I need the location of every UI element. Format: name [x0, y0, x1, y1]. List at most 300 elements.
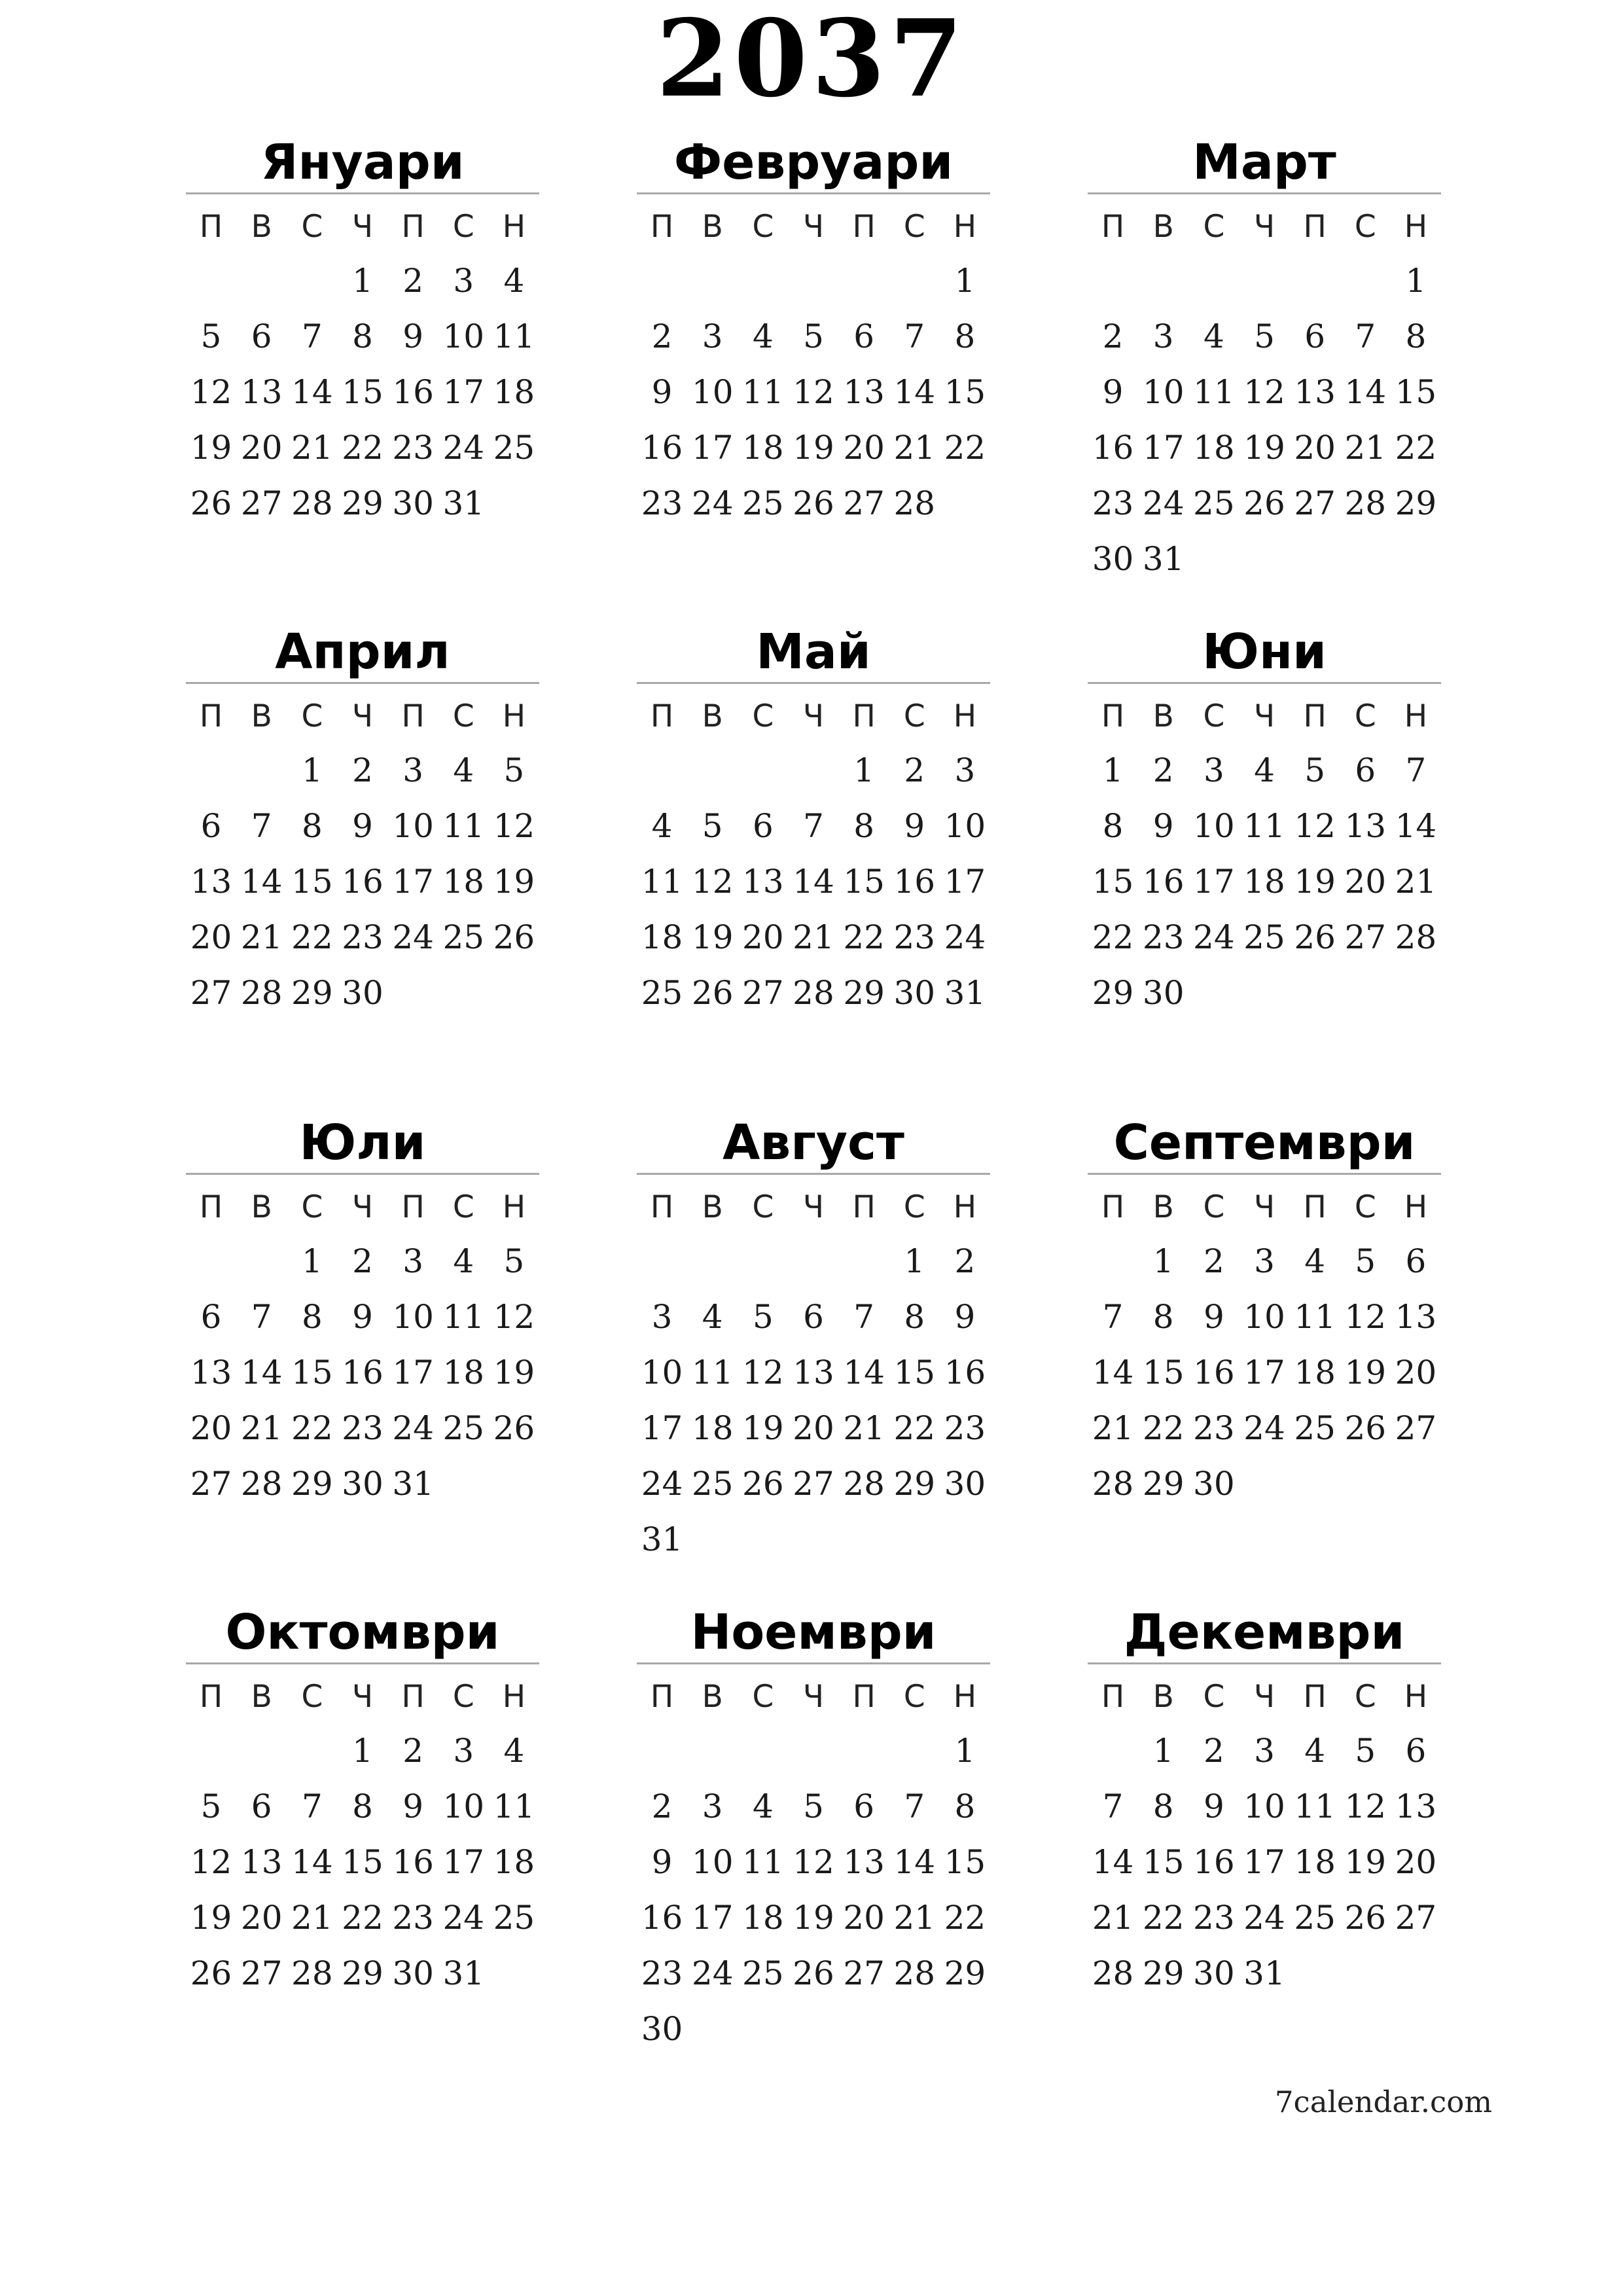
weekday-label: Ч [1253, 1189, 1275, 1225]
day-cell: 13 [240, 1843, 283, 1881]
day-cell: 26 [1243, 484, 1285, 522]
weekday-label: С [452, 1189, 474, 1225]
empty-day-cell [839, 253, 889, 309]
day-cell: 11 [442, 1298, 485, 1336]
day-cell: 22 [342, 429, 383, 467]
days-grid [186, 1234, 539, 1512]
day-cell: 12 [742, 1354, 784, 1391]
day-cell: 14 [893, 373, 936, 411]
day-cell: 1 [853, 751, 875, 789]
day-cell: 9 [402, 1787, 424, 1825]
day-cell: 4 [503, 262, 525, 300]
day-cell: 19 [493, 863, 535, 901]
day-cell: 13 [190, 1354, 232, 1391]
day-cell: 1 [1405, 262, 1427, 300]
day-cell: 26 [691, 974, 734, 1012]
empty-day-cell [287, 253, 337, 309]
day-cell: 5 [803, 1787, 824, 1825]
day-cell: 13 [240, 373, 283, 411]
day-cell: 12 [1294, 807, 1336, 845]
day-cell: 29 [893, 1465, 936, 1503]
day-cell: 3 [1254, 1242, 1275, 1280]
month-divider [186, 682, 539, 684]
empty-day-cell [687, 1723, 738, 1779]
empty-day-cell [1088, 253, 1138, 309]
month-name: Септември [1113, 1115, 1416, 1171]
weekday-label: С [301, 1189, 323, 1225]
month-block [637, 126, 990, 531]
weekday-label: П [650, 209, 674, 245]
weekday-label: Н [953, 698, 977, 734]
day-cell: 29 [342, 484, 383, 522]
weekday-label: П [1101, 209, 1125, 245]
day-cell: 22 [843, 918, 885, 956]
month-block [1088, 1596, 1441, 2001]
day-cell: 9 [1102, 373, 1124, 411]
day-cell: 6 [1405, 1732, 1427, 1770]
empty-day-cell [738, 253, 788, 309]
day-cell: 24 [691, 484, 734, 522]
month-block [186, 615, 539, 1021]
day-cell: 28 [240, 974, 283, 1012]
day-cell: 8 [352, 1787, 373, 1825]
day-cell: 17 [1193, 863, 1235, 901]
day-cell: 10 [691, 373, 734, 411]
day-cell: 29 [1395, 484, 1437, 522]
day-cell: 21 [1344, 429, 1387, 467]
day-cell: 21 [1092, 1899, 1134, 1937]
day-cell: 14 [1092, 1354, 1134, 1391]
day-cell: 6 [853, 317, 875, 355]
month-block [186, 1106, 539, 1512]
month-name: Октомври [225, 1604, 500, 1660]
day-cell: 15 [843, 863, 885, 901]
empty-day-cell [889, 253, 940, 309]
day-cell: 10 [442, 317, 485, 355]
day-cell: 10 [944, 807, 986, 845]
weekday-header [637, 1671, 990, 1723]
day-cell: 31 [442, 1954, 485, 1992]
day-cell: 2 [1102, 317, 1124, 355]
day-cell: 22 [1092, 918, 1134, 956]
month-block [1088, 1106, 1441, 1512]
weekday-label: Ч [351, 698, 374, 734]
empty-day-cell [186, 743, 236, 798]
day-cell: 4 [702, 1298, 723, 1336]
day-cell: 5 [803, 317, 824, 355]
day-cell: 24 [641, 1465, 683, 1503]
day-cell: 23 [342, 918, 383, 956]
empty-day-cell [788, 1234, 838, 1289]
weekday-label: П [1303, 1189, 1327, 1225]
day-cell: 1 [1102, 751, 1124, 789]
day-cell: 19 [493, 1354, 535, 1391]
day-cell: 13 [742, 863, 784, 901]
day-cell: 4 [1304, 1242, 1326, 1280]
weekday-header [637, 1181, 990, 1234]
day-cell: 27 [1294, 484, 1336, 522]
day-cell: 15 [1092, 863, 1134, 901]
day-cell: 31 [944, 974, 986, 1012]
weekday-header [186, 691, 539, 743]
day-cell: 10 [442, 1787, 485, 1825]
day-cell: 1 [904, 1242, 925, 1280]
days-grid [1088, 1723, 1441, 2001]
day-cell: 13 [793, 1354, 834, 1391]
day-cell: 11 [691, 1354, 734, 1391]
empty-day-cell [236, 1723, 287, 1779]
day-cell: 5 [200, 317, 222, 355]
day-cell: 14 [240, 1354, 283, 1391]
day-cell: 18 [691, 1409, 734, 1447]
day-cell: 12 [493, 807, 535, 845]
weekday-label: Ч [802, 1679, 825, 1715]
day-cell: 23 [392, 429, 434, 467]
day-cell: 10 [1142, 373, 1185, 411]
day-cell: 13 [843, 373, 885, 411]
day-cell: 12 [691, 863, 734, 901]
day-cell: 20 [240, 1899, 283, 1937]
weekday-label: Ч [351, 209, 374, 245]
empty-day-cell [738, 1723, 788, 1779]
day-cell: 30 [944, 1465, 986, 1503]
weekday-label: П [401, 209, 425, 245]
day-cell: 25 [1294, 1409, 1336, 1447]
days-grid [637, 743, 990, 1021]
day-cell: 27 [240, 1954, 283, 1992]
day-cell: 27 [742, 974, 784, 1012]
weekday-label: С [752, 1189, 774, 1225]
day-cell: 17 [1243, 1843, 1285, 1881]
weekday-label: В [1152, 1189, 1174, 1225]
day-cell: 3 [1254, 1732, 1275, 1770]
day-cell: 29 [291, 974, 333, 1012]
day-cell: 27 [240, 484, 283, 522]
day-cell: 18 [493, 373, 535, 411]
day-cell: 11 [641, 863, 683, 901]
weekday-label: Н [502, 209, 526, 245]
empty-day-cell [236, 253, 287, 309]
days-grid [637, 1723, 990, 2057]
empty-day-cell [637, 1723, 687, 1779]
empty-day-cell [738, 1234, 788, 1289]
day-cell: 28 [793, 974, 834, 1012]
weekday-label: В [702, 698, 723, 734]
day-cell: 24 [1193, 918, 1235, 956]
day-cell: 23 [1092, 484, 1134, 522]
month-block [637, 1106, 990, 1568]
day-cell: 9 [402, 317, 424, 355]
weekday-label: С [903, 209, 925, 245]
weekday-label: Ч [1253, 209, 1275, 245]
day-cell: 23 [1193, 1409, 1235, 1447]
weekday-label: П [1303, 209, 1327, 245]
day-cell: 30 [641, 2010, 683, 2048]
day-cell: 20 [1294, 429, 1336, 467]
day-cell: 20 [843, 429, 885, 467]
day-cell: 24 [1243, 1409, 1285, 1447]
day-cell: 2 [352, 751, 373, 789]
day-cell: 21 [893, 1899, 936, 1937]
day-cell: 15 [291, 863, 333, 901]
day-cell: 6 [1405, 1242, 1427, 1280]
day-cell: 11 [742, 1843, 784, 1881]
empty-day-cell [1138, 253, 1188, 309]
empty-day-cell [637, 1234, 687, 1289]
empty-day-cell [1188, 253, 1239, 309]
day-cell: 28 [893, 1954, 936, 1992]
day-cell: 13 [1344, 807, 1387, 845]
day-cell: 19 [793, 1899, 834, 1937]
day-cell: 7 [251, 807, 272, 845]
weekday-label: Н [953, 1189, 977, 1225]
day-cell: 18 [1193, 429, 1235, 467]
day-cell: 12 [793, 1843, 834, 1881]
days-grid [186, 253, 539, 531]
day-cell: 12 [1344, 1787, 1387, 1825]
day-cell: 28 [843, 1465, 885, 1503]
day-cell: 29 [342, 1954, 383, 1992]
day-cell: 10 [1193, 807, 1235, 845]
month-name: Февруари [673, 134, 954, 190]
day-cell: 3 [651, 1298, 673, 1336]
weekday-label: Ч [1253, 1679, 1275, 1715]
days-grid [186, 1723, 539, 2001]
day-cell: 23 [1142, 918, 1185, 956]
empty-day-cell [1088, 1234, 1138, 1289]
day-cell: 23 [893, 918, 936, 956]
month-block [637, 615, 990, 1021]
weekday-label: Ч [351, 1679, 374, 1715]
weekday-label: С [903, 1189, 925, 1225]
day-cell: 18 [442, 863, 485, 901]
day-cell: 8 [1152, 1298, 1174, 1336]
day-cell: 18 [1243, 863, 1285, 901]
weekday-label: В [251, 1679, 272, 1715]
day-cell: 1 [301, 1242, 323, 1280]
day-cell: 9 [1203, 1298, 1224, 1336]
day-cell: 6 [251, 1787, 272, 1825]
weekday-label: Н [502, 698, 526, 734]
day-cell: 12 [1243, 373, 1285, 411]
day-cell: 10 [641, 1354, 683, 1391]
day-cell: 3 [1203, 751, 1224, 789]
day-cell: 23 [944, 1409, 986, 1447]
day-cell: 29 [1142, 1954, 1185, 1992]
month-divider [637, 682, 990, 684]
day-cell: 16 [641, 429, 683, 467]
weekday-label: С [752, 1679, 774, 1715]
day-cell: 5 [702, 807, 723, 845]
day-cell: 17 [641, 1409, 683, 1447]
day-cell: 15 [1395, 373, 1437, 411]
day-cell: 16 [641, 1899, 683, 1937]
day-cell: 17 [442, 373, 485, 411]
day-cell: 26 [1344, 1409, 1387, 1447]
weekday-label: П [199, 698, 223, 734]
empty-day-cell [788, 743, 838, 798]
day-cell: 3 [702, 1787, 723, 1825]
empty-day-cell [186, 1723, 236, 1779]
day-cell: 9 [651, 373, 673, 411]
empty-day-cell [687, 743, 738, 798]
weekday-label: П [650, 698, 674, 734]
day-cell: 8 [352, 317, 373, 355]
days-grid [637, 1234, 990, 1568]
day-cell: 21 [1092, 1409, 1134, 1447]
empty-day-cell [186, 253, 236, 309]
weekday-label: Ч [802, 209, 825, 245]
day-cell: 20 [1395, 1843, 1437, 1881]
day-cell: 14 [291, 1843, 333, 1881]
day-cell: 8 [1405, 317, 1427, 355]
day-cell: 15 [342, 1843, 383, 1881]
weekday-label: Н [953, 1679, 977, 1715]
day-cell: 25 [641, 974, 683, 1012]
day-cell: 7 [301, 1787, 323, 1825]
empty-day-cell [236, 743, 287, 798]
day-cell: 26 [742, 1465, 784, 1503]
day-cell: 18 [1294, 1354, 1336, 1391]
day-cell: 19 [1294, 863, 1336, 901]
day-cell: 14 [1344, 373, 1387, 411]
day-cell: 8 [904, 1298, 925, 1336]
day-cell: 11 [442, 807, 485, 845]
day-cell: 21 [843, 1409, 885, 1447]
day-cell: 3 [1152, 317, 1174, 355]
day-cell: 22 [291, 1409, 333, 1447]
day-cell: 22 [944, 429, 986, 467]
year-title: 2037 [656, 0, 967, 121]
day-cell: 27 [843, 1954, 885, 1992]
weekday-header [637, 201, 990, 253]
day-cell: 30 [392, 484, 434, 522]
day-cell: 28 [1344, 484, 1387, 522]
day-cell: 27 [1395, 1409, 1437, 1447]
day-cell: 30 [1193, 1954, 1235, 1992]
day-cell: 25 [691, 1465, 734, 1503]
weekday-label: П [852, 1679, 876, 1715]
day-cell: 29 [291, 1465, 333, 1503]
day-cell: 2 [1203, 1732, 1224, 1770]
weekday-label: П [401, 698, 425, 734]
day-cell: 6 [803, 1298, 824, 1336]
day-cell: 27 [793, 1465, 834, 1503]
day-cell: 22 [342, 1899, 383, 1937]
day-cell: 22 [291, 918, 333, 956]
weekday-label: С [1354, 1189, 1376, 1225]
day-cell: 2 [651, 1787, 673, 1825]
day-cell: 28 [1395, 918, 1437, 956]
month-divider [186, 192, 539, 194]
weekday-label: С [903, 698, 925, 734]
day-cell: 21 [1395, 863, 1437, 901]
empty-day-cell [839, 1234, 889, 1289]
day-cell: 15 [893, 1354, 936, 1391]
day-cell: 4 [752, 1787, 774, 1825]
day-cell: 6 [251, 317, 272, 355]
weekday-label: П [650, 1189, 674, 1225]
day-cell: 7 [853, 1298, 875, 1336]
day-cell: 16 [392, 373, 434, 411]
weekday-label: С [752, 698, 774, 734]
weekday-header [1088, 1181, 1441, 1234]
weekday-label: С [301, 698, 323, 734]
day-cell: 31 [442, 484, 485, 522]
month-name: Април [275, 624, 450, 680]
day-cell: 5 [1304, 751, 1326, 789]
month-block [186, 1596, 539, 2001]
day-cell: 20 [793, 1409, 834, 1447]
day-cell: 3 [402, 751, 424, 789]
weekday-label: П [650, 1679, 674, 1715]
weekday-label: В [702, 209, 723, 245]
day-cell: 20 [1395, 1354, 1437, 1391]
day-cell: 31 [1243, 1954, 1285, 1992]
weekday-label: С [1203, 209, 1225, 245]
day-cell: 13 [1395, 1787, 1437, 1825]
weekday-label: С [452, 209, 474, 245]
days-grid [1088, 1234, 1441, 1512]
day-cell: 8 [1152, 1787, 1174, 1825]
day-cell: 22 [1142, 1899, 1185, 1937]
day-cell: 9 [352, 1298, 373, 1336]
day-cell: 5 [503, 751, 525, 789]
day-cell: 30 [342, 1465, 383, 1503]
weekday-label: В [1152, 1679, 1174, 1715]
day-cell: 25 [1243, 918, 1285, 956]
day-cell: 24 [392, 1409, 434, 1447]
weekday-header [1088, 1671, 1441, 1723]
day-cell: 8 [954, 1787, 976, 1825]
weekday-label: П [1101, 1189, 1125, 1225]
day-cell: 18 [1294, 1843, 1336, 1881]
weekday-label: Ч [351, 1189, 374, 1225]
day-cell: 3 [702, 317, 723, 355]
month-block [637, 1596, 990, 2057]
weekday-label: С [301, 1679, 323, 1715]
day-cell: 28 [1092, 1465, 1134, 1503]
day-cell: 3 [453, 1732, 474, 1770]
weekday-label: С [1203, 1679, 1225, 1715]
weekday-label: С [1354, 209, 1376, 245]
day-cell: 22 [893, 1409, 936, 1447]
day-cell: 14 [240, 863, 283, 901]
day-cell: 15 [1142, 1843, 1185, 1881]
empty-day-cell [687, 253, 738, 309]
day-cell: 30 [1193, 1465, 1235, 1503]
day-cell: 24 [442, 429, 485, 467]
day-cell: 1 [954, 262, 976, 300]
weekday-label: В [251, 1189, 272, 1225]
day-cell: 12 [190, 373, 232, 411]
day-cell: 16 [342, 863, 383, 901]
day-cell: 9 [1203, 1787, 1224, 1825]
day-cell: 1 [352, 262, 373, 300]
day-cell: 15 [291, 1354, 333, 1391]
weekday-label: Н [1404, 698, 1428, 734]
day-cell: 11 [1294, 1787, 1336, 1825]
day-cell: 7 [1355, 317, 1376, 355]
days-grid [637, 253, 990, 531]
day-cell: 20 [742, 918, 784, 956]
day-cell: 15 [1142, 1354, 1185, 1391]
day-cell: 17 [691, 1899, 734, 1937]
day-cell: 25 [493, 429, 535, 467]
empty-day-cell [687, 1234, 738, 1289]
day-cell: 12 [190, 1843, 232, 1881]
weekday-label: В [1152, 209, 1174, 245]
